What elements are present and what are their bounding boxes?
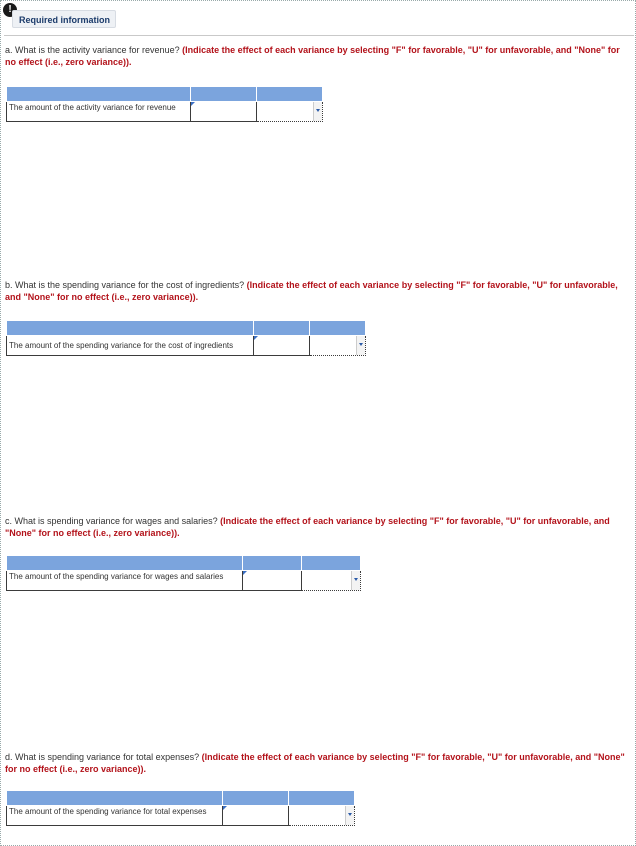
required-information-tab[interactable]: Required information: [12, 10, 116, 28]
table-row: [7, 571, 361, 591]
question-b: [5, 280, 631, 303]
question-d-text: d. What is spending variance for total expenses?: [5, 752, 202, 762]
question-a: [5, 45, 631, 68]
chevron-down-icon[interactable]: [313, 102, 322, 121]
question-d: [5, 752, 631, 775]
table-header-row: [7, 556, 361, 571]
effect-dropdown[interactable]: [257, 102, 323, 122]
table-row: [7, 806, 355, 826]
header-cell-label: [7, 556, 243, 571]
row-label: The amount of the activity variance for revenue: [7, 102, 191, 122]
effect-dropdown[interactable]: [310, 336, 366, 356]
header-cell-amount: [223, 791, 289, 806]
table-header-row: [7, 321, 366, 336]
row-label: The amount of the spending variance for wages and salaries: [7, 571, 243, 591]
header-cell-effect: [302, 556, 361, 571]
header-cell-effect: [257, 87, 323, 102]
effect-dropdown[interactable]: [289, 806, 355, 826]
row-label: The amount of the spending variance for total expenses: [7, 806, 223, 826]
question-c: [5, 516, 631, 539]
answer-table-c: [6, 555, 361, 591]
table-row: [7, 102, 323, 122]
answer-table-a: [6, 86, 323, 122]
question-b-instruction: (Indicate the effect of each variance by selecting "F" for favorable, "U" for unfavorable, and "None" for no effect (i.e., zero variance)).: [5, 280, 618, 302]
amount-input[interactable]: [243, 571, 302, 591]
header-cell-amount: [243, 556, 302, 571]
header-cell-effect: [289, 791, 355, 806]
table-row: [7, 336, 366, 356]
table-header-row: [7, 87, 323, 102]
effect-dropdown[interactable]: [302, 571, 361, 591]
table-header-row: [7, 791, 355, 806]
question-b-text: b. What is the spending variance for the cost of ingredients?: [5, 280, 247, 290]
header-cell-amount: [191, 87, 257, 102]
amount-input[interactable]: [191, 102, 257, 122]
question-a-instruction: (Indicate the effect of each variance by selecting "F" for favorable, "U" for unfavorable, and "None" for no effect (i.e., zero variance)).: [5, 45, 620, 67]
question-c-instruction: (Indicate the effect of each variance by selecting "F" for favorable, "U" for unfavorable, and "None" for no effect (i.e., zero variance)).: [5, 516, 610, 538]
chevron-down-icon[interactable]: [356, 336, 365, 355]
answer-table-b: [6, 320, 366, 356]
header-cell-effect: [310, 321, 366, 336]
header-cell-label: [7, 791, 223, 806]
amount-input[interactable]: [223, 806, 289, 826]
chevron-down-icon[interactable]: [351, 571, 360, 590]
answer-table-d: [6, 790, 355, 826]
header-divider: [4, 35, 634, 36]
header-cell-amount: [254, 321, 310, 336]
chevron-down-icon[interactable]: [345, 806, 354, 825]
alert-icon: !: [3, 3, 17, 17]
row-label: The amount of the spending variance for the cost of ingredients: [7, 336, 254, 356]
header-cell-label: [7, 321, 254, 336]
amount-input[interactable]: [254, 336, 310, 356]
question-c-text: c. What is spending variance for wages and salaries?: [5, 516, 221, 526]
question-d-instruction: (Indicate the effect of each variance by selecting "F" for favorable, "U" for unfavorable, and "None" for no effect (i.e., zero variance)).: [5, 752, 625, 774]
header-cell-label: [7, 87, 191, 102]
question-a-text: a. What is the activity variance for revenue?: [5, 45, 183, 55]
